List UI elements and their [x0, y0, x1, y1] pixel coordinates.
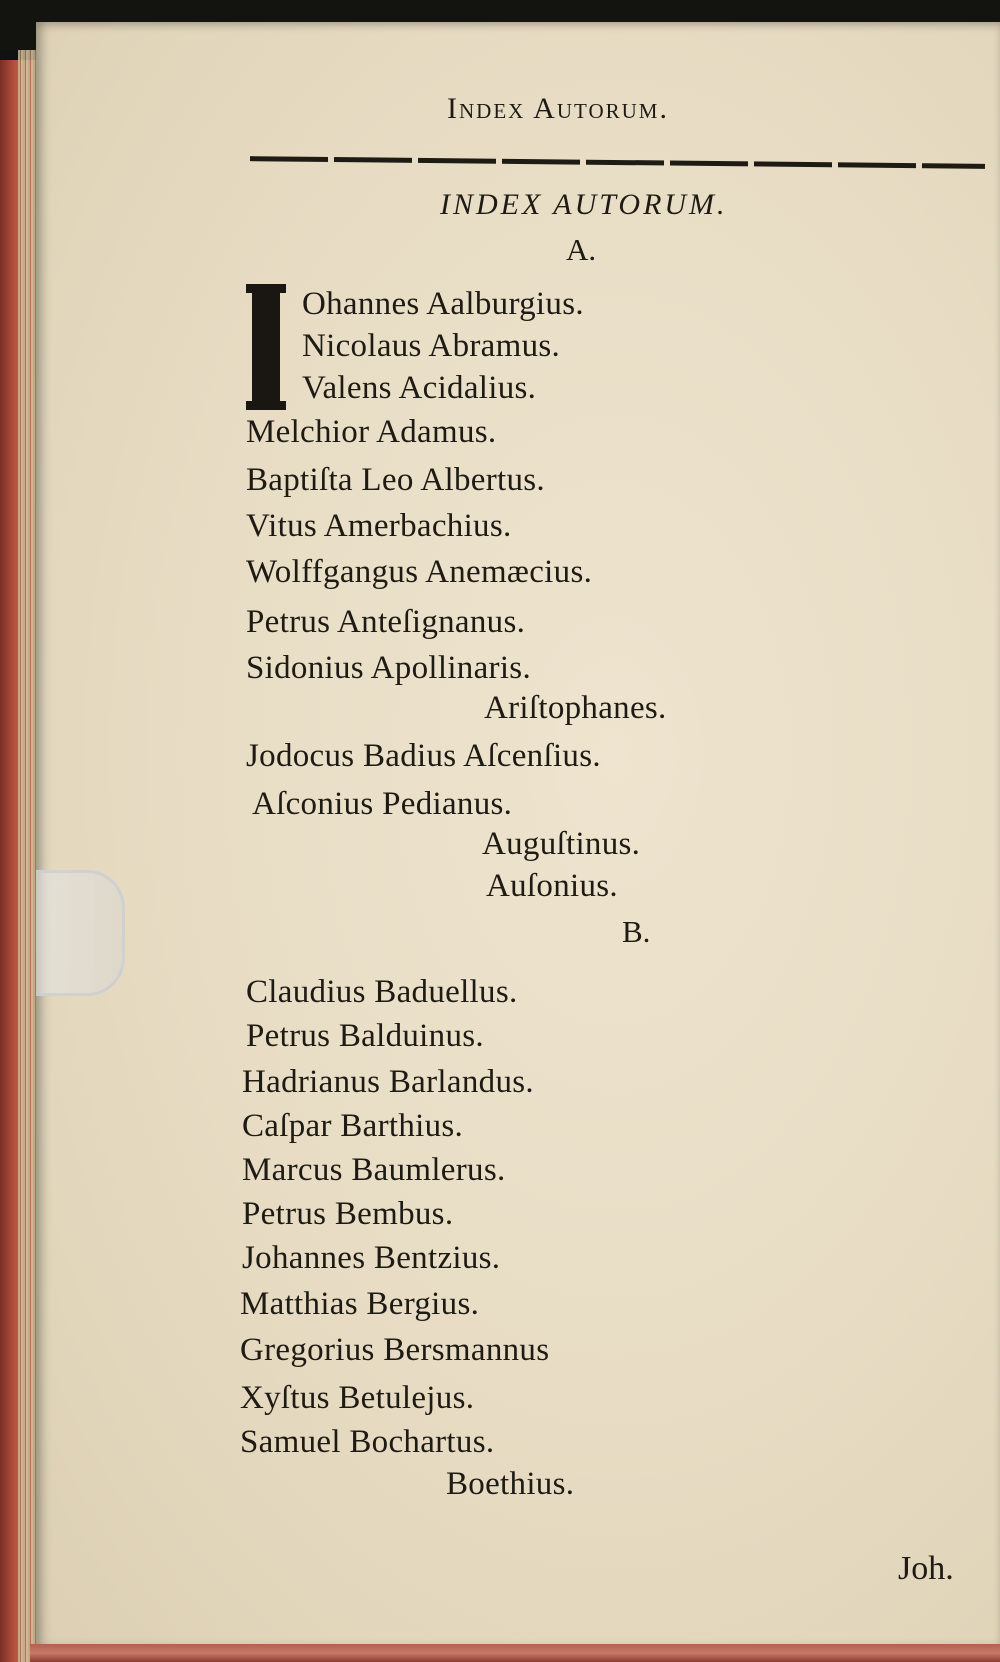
entry-aalburgius: Ohannes Aalburgius.	[302, 286, 584, 322]
entry-bembus: Petrus Bembus.	[242, 1196, 454, 1232]
entry-abramus: Nicolaus Abramus.	[302, 328, 561, 364]
decorative-initial-i	[252, 284, 280, 410]
entry-albertus: Baptiſta Leo Albertus.	[246, 462, 545, 498]
entry-baduellus: Claudius Baduellus.	[246, 974, 518, 1010]
entry-apollinaris: Sidonius Apollinaris.	[246, 650, 531, 686]
entry-bochartus: Samuel Bochartus.	[240, 1424, 495, 1460]
entry-amerbachius: Vitus Amerbachius.	[246, 508, 512, 544]
entry-boethius: Boethius.	[446, 1466, 575, 1502]
entry-betulejus: Xyſtus Betulejus.	[240, 1380, 475, 1416]
entry-adamus: Melchior Adamus.	[246, 414, 497, 450]
entry-ausonius: Auſonius.	[486, 868, 618, 904]
entry-barthius: Caſpar Barthius.	[242, 1108, 464, 1144]
catchword: Joh.	[898, 1550, 954, 1587]
entry-bentzius: Johannes Bentzius.	[242, 1240, 501, 1276]
section-letter-a: A.	[566, 232, 597, 267]
entry-barlandus: Hadrianus Barlandus.	[242, 1064, 534, 1100]
entry-ascensius: Jodocus Badius Aſcenſius.	[246, 738, 601, 774]
entry-aristophanes: Ariſtophanes.	[484, 690, 667, 726]
index-title: INDEX AUTORUM.	[440, 188, 728, 221]
entry-pedianus: Aſconius Pedianus.	[252, 786, 513, 822]
entry-anemaecius: Wolffgangus Anemæcius.	[246, 554, 593, 590]
bottom-page-edge	[30, 1644, 1000, 1662]
entry-bersmannus: Gregorius Bersmannus	[240, 1332, 550, 1368]
running-head: Index Autorum.	[447, 92, 669, 125]
entry-balduinus: Petrus Balduinus.	[246, 1018, 484, 1054]
entry-antesignanus: Petrus Anteſignanus.	[246, 604, 526, 640]
entry-acidalius: Valens Acidalius.	[302, 370, 537, 406]
entry-augustinus: Auguſtinus.	[482, 826, 641, 862]
page-clip	[36, 870, 125, 996]
entry-baumlerus: Marcus Baumlerus.	[242, 1152, 506, 1188]
entry-bergius: Matthias Bergius.	[240, 1286, 480, 1322]
section-letter-b: B.	[622, 914, 651, 949]
